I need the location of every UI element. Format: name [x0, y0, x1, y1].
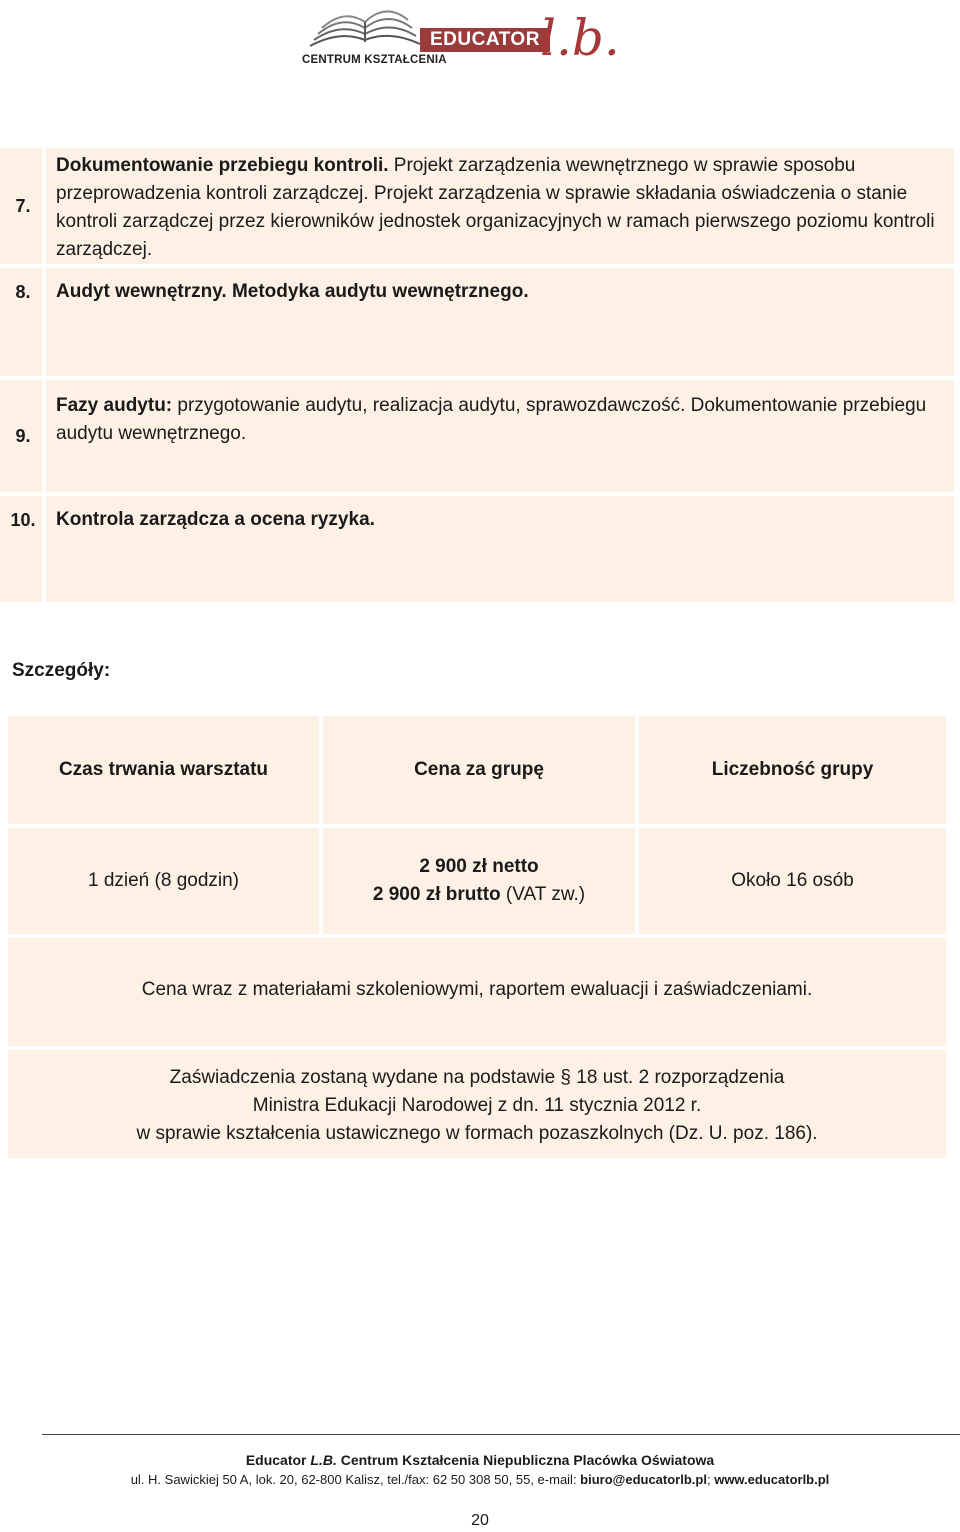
topic-text: Dokumentowanie przebiegu kontroli. Projekt zarządzenia wewnętrznego w sprawie sposobu przeprowadzenia kontroli zarządczej. Projekt zarządzenia w sprawie składania oświadczenia o stanie kontroli zarządczej przez kierowników jednostek organizacyjnych w ramach pierwszego poziomu kontroli zarządczej.: [56, 155, 935, 260]
price-value: [323, 828, 635, 934]
footer-divider: [42, 1434, 960, 1435]
logo-lb: l.b.: [540, 9, 620, 67]
price-gross: 2 900 zł brutto: [372, 884, 501, 905]
educator-logo: [300, 0, 620, 72]
footer-contact: ul. H. Sawickiej 50 A, lok. 20, 62-800 Kalisz, tel./fax: 62 50 308 50, 55, e-mail: biuro@educatorlb.pl; www.educatorlb.pl: [130, 1472, 830, 1487]
topic-number: 9.: [0, 380, 46, 492]
book-icon: [300, 0, 430, 56]
footer-website[interactable]: www.educatorlb.pl: [714, 1472, 830, 1487]
group-size-value: Około 16 osób: [639, 828, 946, 934]
price-note: Cena wraz z materiałami szkoleniowymi, raportem ewaluacji i zaświadczeniami.: [8, 938, 946, 1046]
topic-number: 8.: [0, 268, 46, 376]
footer-email[interactable]: biuro@educatorlb.pl: [580, 1472, 707, 1487]
topic-row: [0, 496, 954, 602]
logo-wordmark: EDUCATOR: [420, 28, 550, 52]
page-number: 20: [471, 1512, 489, 1529]
price-net: 2 900 zł netto: [419, 856, 539, 877]
logo-subtitle: CENTRUM KSZTAŁCENIA: [302, 54, 447, 66]
header-price: Cena za grupę: [323, 716, 635, 824]
header-group-size: Liczebność grupy: [639, 716, 946, 824]
topic-row: [0, 148, 954, 264]
footer-organization: Educator L.B. Centrum Kształcenia Niepubliczna Placówka Oświatowa: [245, 1452, 715, 1468]
topic-text: Fazy audytu: przygotowanie audytu, realizacja audytu, sprawozdawczość. Dokumentowanie przebiegu audytu wewnętrznego.: [56, 395, 927, 444]
certificate-note: Zaświadczenia zostaną wydane na podstawie § 18 ust. 2 rozporządzenia Ministra Edukacji Narodowej z dn. 11 stycznia 2012 r. w sprawie kształcenia ustawicznego w formach pozaszkolnych (Dz. U. poz. 186).: [8, 1050, 946, 1158]
price-vat: (VAT zw.): [500, 884, 586, 905]
topic-row: [0, 268, 954, 376]
topic-number: 7.: [0, 148, 46, 264]
topic-text: Kontrola zarządcza a ocena ryzyka.: [56, 509, 375, 530]
header-duration: Czas trwania warsztatu: [8, 716, 319, 824]
topic-text: Audyt wewnętrzny. Metodyka audytu wewnętrznego.: [56, 281, 529, 302]
duration-value: 1 dzień (8 godzin): [8, 828, 319, 934]
details-header-row: [8, 716, 946, 824]
topic-row: [0, 380, 954, 492]
details-values-row: [8, 828, 946, 934]
topics-table: [0, 148, 954, 606]
details-table: [8, 716, 946, 1158]
details-heading: Szczegóły:: [12, 660, 111, 681]
topic-number: 10.: [0, 496, 46, 602]
